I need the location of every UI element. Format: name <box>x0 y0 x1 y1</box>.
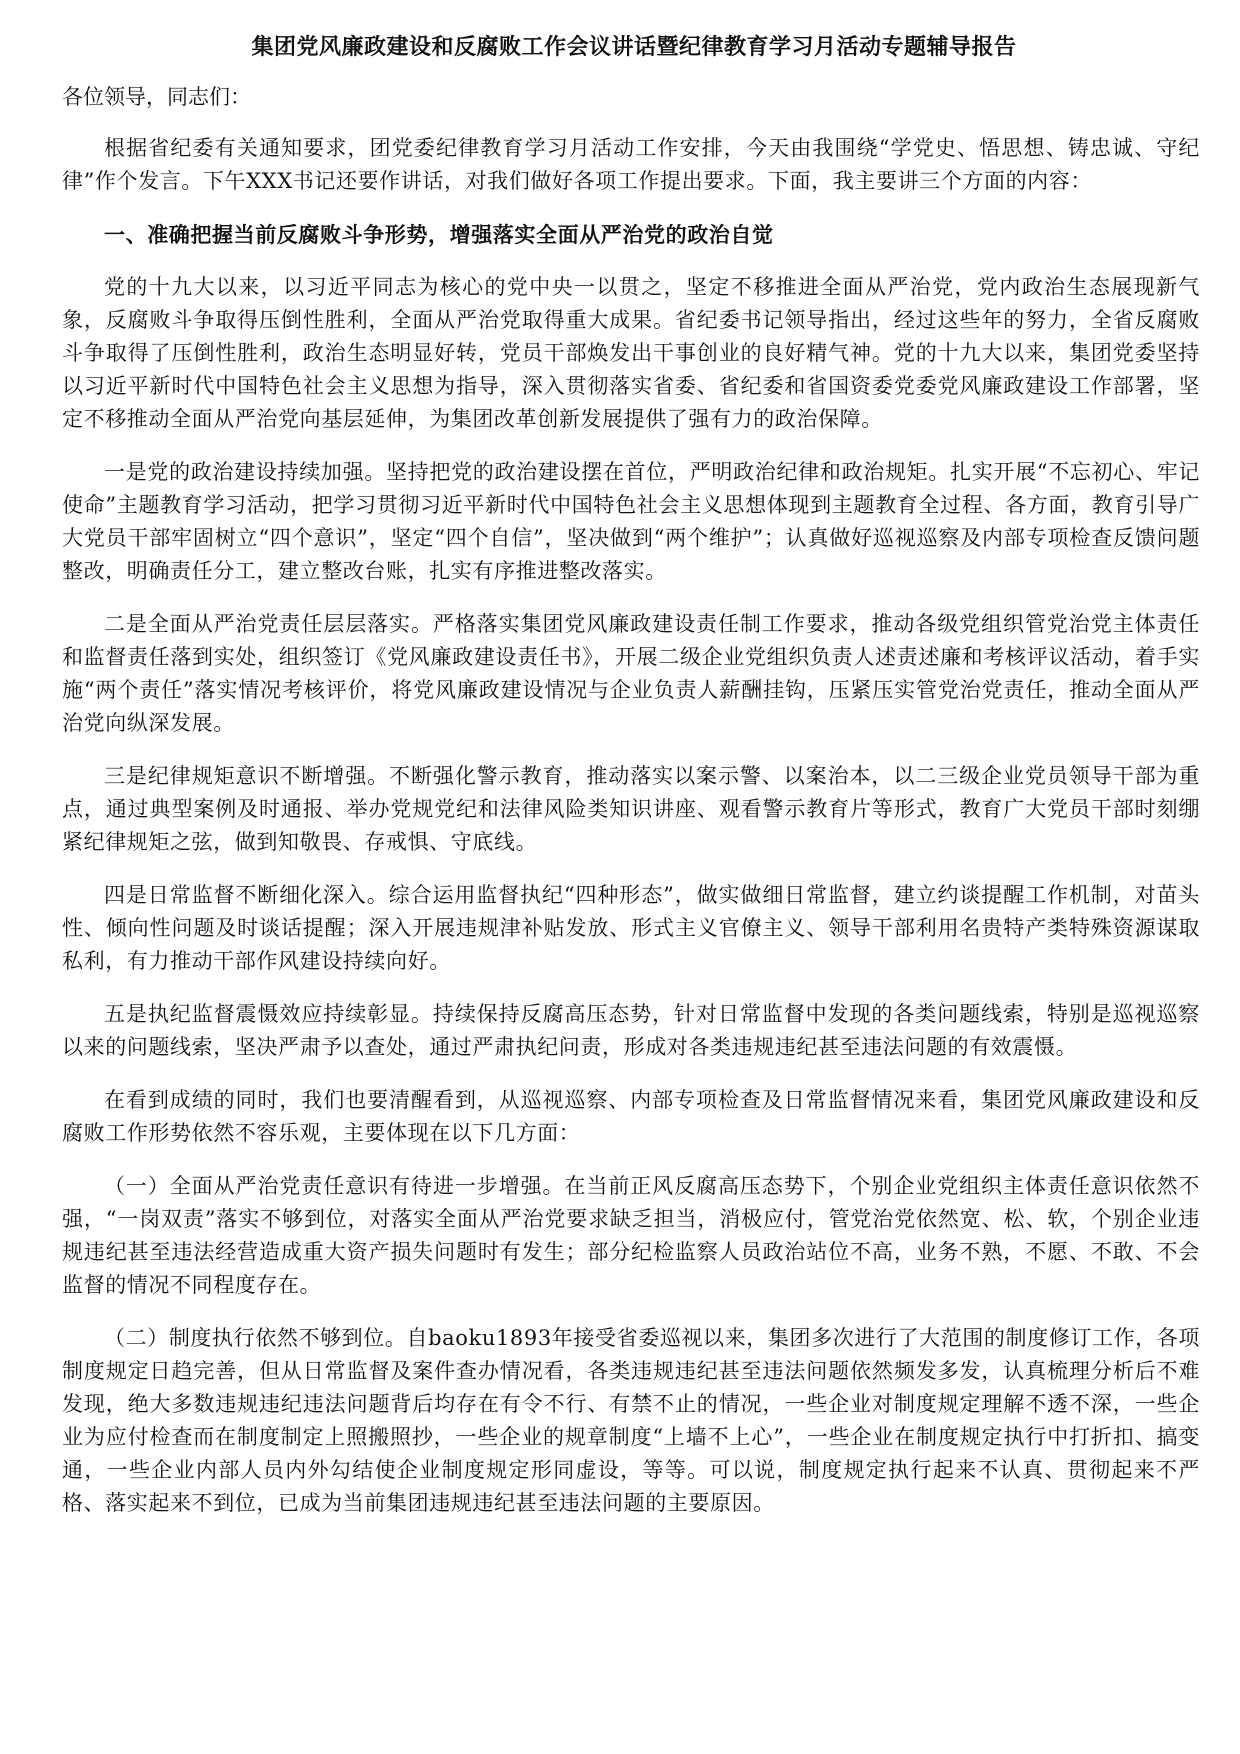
document-page <box>62 30 1200 1540</box>
body-paragraph-3: 二是全面从严治党责任层层落实。严格落实集团党风廉政建设责任制工作要求，推动各级党组织管党治党主体责任和监督责任落到实处，组织签订《党风廉政建设责任书》，开展二级企业党组织负责人述责述廉和考核评议活动，着手实施“两个责任”落实情况考核评价，将党风廉政建设情况与企业负责人薪酬挂钩，压紧压实管党治党责任，推动全面从严治党向纵深发展。 <box>62 612 1200 735</box>
body-paragraph-6: 五是执纪监督震慑效应持续彰显。持续保持反腐高压态势，针对日常监督中发现的各类问题线索，特别是巡视巡察以来的问题线索，坚决严肃予以查处，通过严肃执纪问责，形成对各类违规违纪甚至违法问题的有效震慑。 <box>62 1002 1200 1059</box>
body-paragraph-8: （一）全面从严治党责任意识有待进一步增强。在当前正风反腐高压态势下，个别企业党组织主体责任意识依然不强，“一岗双责”落实不够到位，对落实全面从严治党要求缺乏担当，消极应付，管党治党依然宽、松、软，个别企业违规违纪甚至违法经营造成重大资产损失问题时有发生；部分纪检监察人员政治站位不高，业务不熟，不愿、不敢、不会监督的情况不同程度存在。 <box>62 1174 1200 1297</box>
body-paragraph-7: 在看到成绩的同时，我们也要清醒看到，从巡视巡察、内部专项检查及日常监督情况来看，集团党风廉政建设和反腐败工作形势依然不容乐观，主要体现在以下几方面： <box>62 1088 1200 1145</box>
body-paragraph-9: （二）制度执行依然不够到位。自baoku1893年接受省委巡视以来，集团多次进行了大范围的制度修订工作，各项制度规定日趋完善，但从日常监督及案件查办情况看，各类违规违纪甚至违法问题依然频发多发，认真梳理分析后不难发现，绝大多数违规违纪违法问题背后均存在有令不行、有禁不止的情况，一些企业对制度规定理解不透不深，一些企业为应付检查而在制度制定上照搬照抄，一些企业的规章制度“上墙不上心”，一些企业在制度规定执行中打折扣、搞变通，一些企业内部人员内外勾结使企业制度规定形同虚设，等等。可以说，制度规定执行起来不认真、贯彻起来不严格、落实起来不到位，已成为当前集团违规违纪甚至违法问题的主要原因。 <box>62 1326 1200 1515</box>
section-heading-1: 一、准确把握当前反腐败斗争形势，增强落实全面从严治党的政治自觉 <box>104 222 774 247</box>
salutation: 各位领导，同志们： <box>62 85 251 109</box>
body-paragraph-5: 四是日常监督不断细化深入。综合运用监督执纪“四种形态”，做实做细日常监督，建立约谈提醒工作机制，对苗头性、倾向性问题及时谈话提醒；深入开展违规津补贴发放、形式主义官僚主义、领导干部利用名贵特产类特殊资源谋取私利，有力推动干部作风建设持续向好。 <box>62 883 1200 973</box>
body-paragraph-1: 党的十九大以来，以习近平同志为核心的党中央一以贯之，坚定不移推进全面从严治党，党内政治生态展现新气象，反腐败斗争取得压倒性胜利，全面从严治党取得重大成果。省纪委书记领导指出，经过这些年的努力，全省反腐败斗争取得了压倒性胜利，政治生态明显好转，党员干部焕发出干事创业的良好精气神。党的十九大以来，集团党委坚持以习近平新时代中国特色社会主义思想为指导，深入贯彻落实省委、省纪委和省国资委党委党风廉政建设工作部署，坚定不移推动全面从严治党向基层延伸，为集团改革创新发展提供了强有力的政治保障。 <box>62 275 1200 431</box>
intro-paragraph: 根据省纪委有关通知要求，团党委纪律教育学习月活动工作安排，今天由我围绕“学党史、悟思想、铸忠诚、守纪律”作个发言。下午XXX书记还要作讲话，对我们做好各项工作提出要求。下面，我主要讲三个方面的内容： <box>62 136 1200 193</box>
document-title: 集团党风廉政建设和反腐败工作会议讲话暨纪律教育学习月活动专题辅导报告 <box>251 34 1017 60</box>
body-paragraph-4: 三是纪律规矩意识不断增强。不断强化警示教育，推动落实以案示警、以案治本，以二三级企业党员领导干部为重点，通过典型案例及时通报、举办党规党纪和法律风险类知识讲座、观看警示教育片等形式，教育广大党员干部时刻绷紧纪律规矩之弦，做到知敬畏、存戒惧、守底线。 <box>62 764 1200 854</box>
body-paragraph-2: 一是党的政治建设持续加强。坚持把党的政治建设摆在首位，严明政治纪律和政治规矩。扎实开展“不忘初心、牢记使命”主题教育学习活动，把学习贯彻习近平新时代中国特色社会主义思想体现到主题教育全过程、各方面，教育引导广大党员干部牢固树立“四个意识”，坚定“四个自信”，坚决做到“两个维护”；认真做好巡视巡察及内部专项检查反馈问题整改，明确责任分工，建立整改台账，扎实有序推进整改落实。 <box>62 460 1200 583</box>
